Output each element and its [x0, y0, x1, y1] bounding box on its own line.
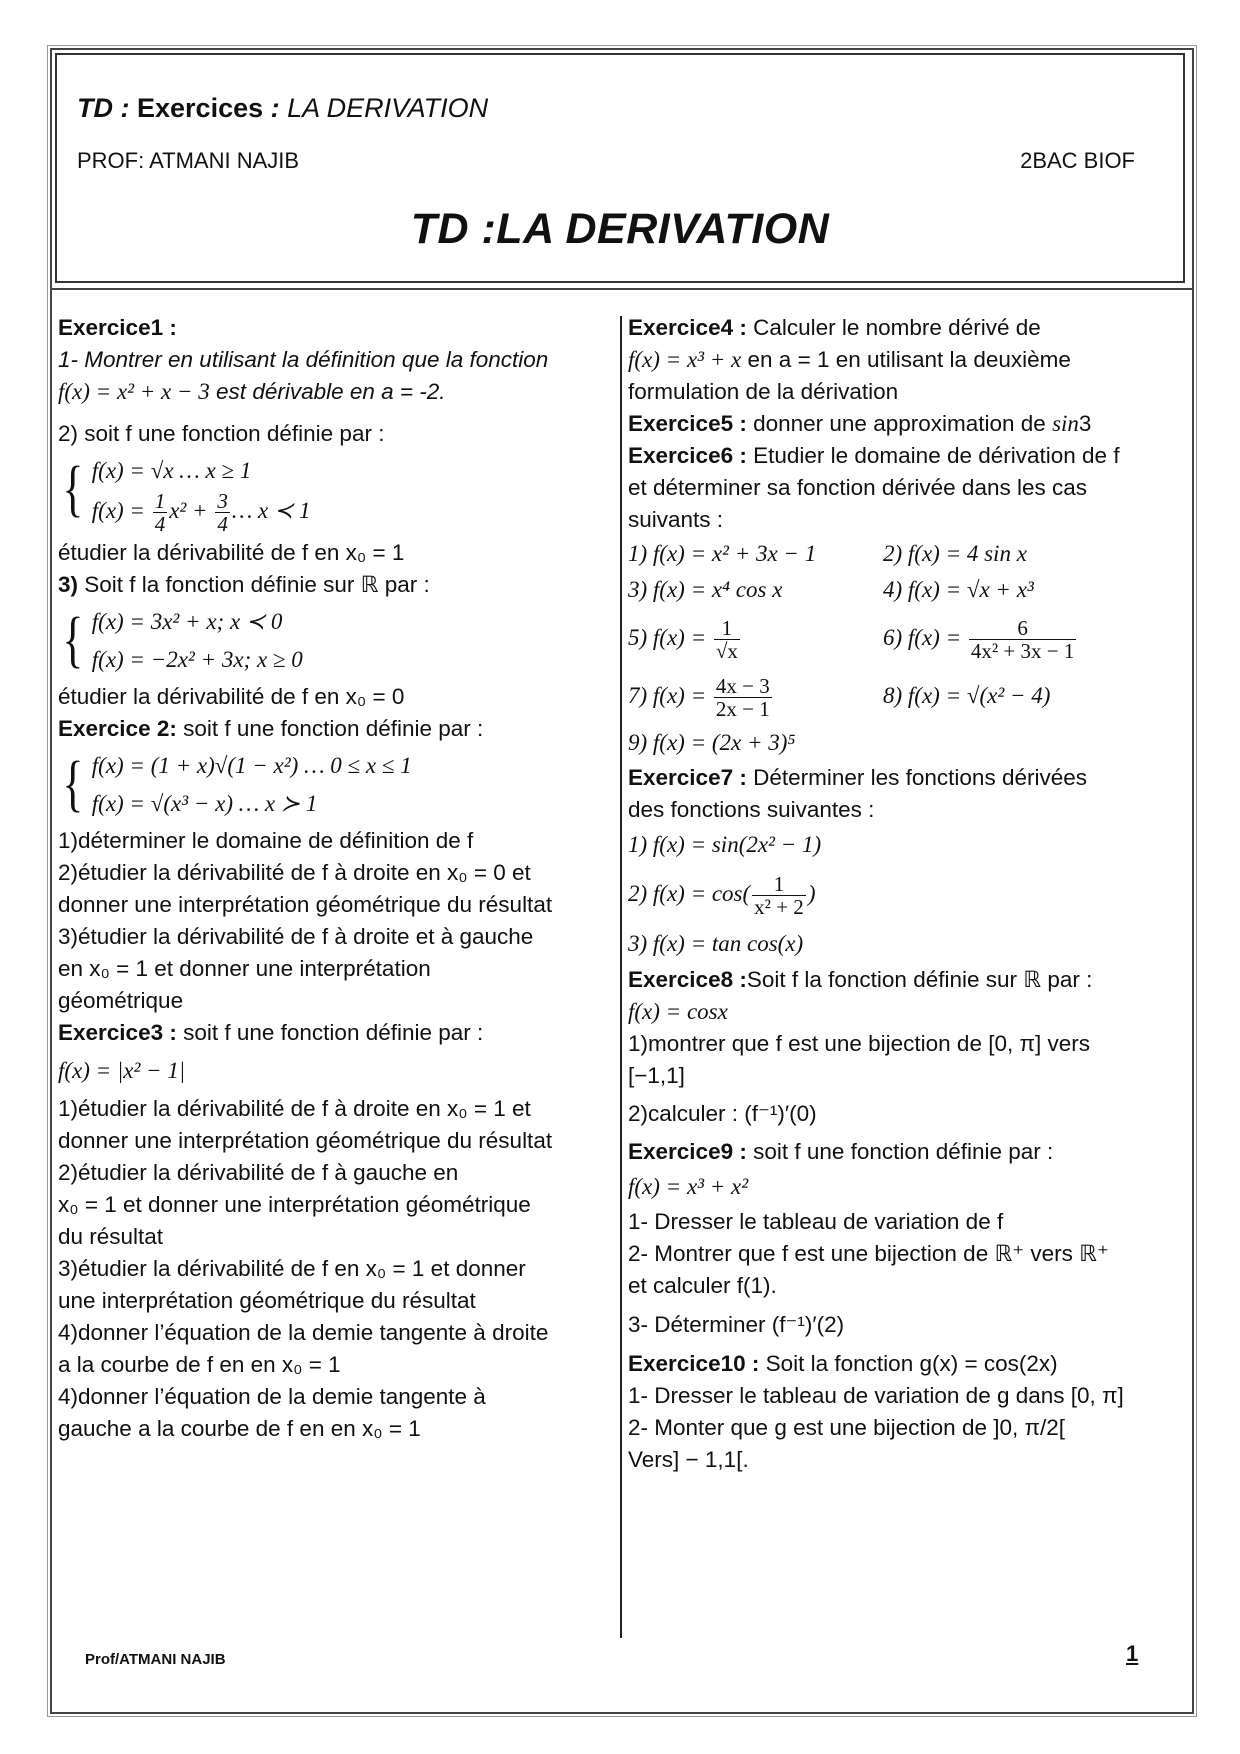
- formula: 2) f(x) = 4 sin x: [883, 541, 1027, 566]
- formula: f(x) = x³ + x: [628, 347, 742, 372]
- formula: sin: [1052, 411, 1079, 436]
- denominator: x² + 2: [754, 894, 804, 919]
- question-number: 3): [58, 572, 79, 597]
- formula: ): [807, 881, 816, 906]
- denominator: 2x − 1: [715, 696, 770, 721]
- question: suivants :: [628, 507, 724, 532]
- denominator: √x: [715, 638, 738, 663]
- fraction: [714, 617, 740, 662]
- formula: f(x) = −2x² + 3x; x ≥ 0: [91, 647, 303, 672]
- question: Etudier le domaine de dérivation de f: [746, 443, 1120, 468]
- exercise-title: Exercice6 :: [628, 443, 747, 468]
- question: 1- Dresser le tableau de variation de g dans [0, π]: [628, 1383, 1124, 1408]
- formula: 4) f(x) = √x + x³: [883, 577, 1034, 602]
- td-label: TD :: [77, 93, 130, 123]
- question: a la courbe de f en en x₀ = 1: [58, 1352, 341, 1377]
- question: 2)calculer : (f⁻¹)′(0): [628, 1101, 817, 1126]
- exercise-title: Exercice10 :: [628, 1351, 760, 1376]
- question: formulation de la dérivation: [628, 379, 899, 404]
- header-subtitle: [77, 93, 488, 124]
- question: des fonctions suivantes :: [628, 797, 875, 822]
- formula: f(x) = √x … x ≥ 1: [91, 458, 252, 483]
- left-column: [58, 312, 613, 1445]
- exercise-title: Exercice5 :: [628, 411, 747, 436]
- question: 1)étudier la dérivabilité de f à droite en x₀ = 1 et: [58, 1096, 531, 1121]
- fraction: [215, 490, 230, 535]
- question: Soit la fonction g(x) = cos(2x): [759, 1351, 1058, 1376]
- footer-author: Prof/ATMANI NAJIB: [85, 1651, 226, 1668]
- formula: f(x) = (1 + x)√(1 − x²) … 0 ≤ x ≤ 1: [91, 753, 412, 778]
- formula: f(x) = |x² − 1|: [58, 1058, 186, 1083]
- formula: 9) f(x) = (2x + 3)⁵: [628, 730, 796, 755]
- formula: 3) f(x) = tan cos(x): [628, 931, 804, 956]
- question: gauche a la courbe de f en en x₀ = 1: [58, 1416, 421, 1441]
- question: 2- Monter que g est une bijection de ]0, π/2[: [628, 1415, 1066, 1440]
- formula: f(x) = x² + x − 3: [58, 379, 210, 404]
- question: Soit f la fonction définie sur ℝ par :: [746, 967, 1093, 992]
- formula: 8) f(x) = √(x² − 4): [883, 683, 1051, 708]
- fraction: [752, 873, 806, 918]
- question: et déterminer sa fonction dérivée dans les cas: [628, 475, 1087, 500]
- formula: 6) f(x) =: [883, 625, 967, 650]
- formula: f(x) = cosx: [628, 999, 728, 1024]
- question: 1)montrer que f est une bijection de [0, π] vers: [628, 1031, 1091, 1056]
- exercise-title: Exercice1 :: [58, 315, 177, 340]
- prof-name: PROF: ATMANI NAJIB: [77, 148, 300, 173]
- question: 2)étudier la dérivabilité de f à droite en x₀ = 0 et: [58, 860, 531, 885]
- numerator: 1: [752, 873, 806, 896]
- exercise-title: Exercice3 :: [58, 1020, 177, 1045]
- value: 3: [1078, 411, 1092, 436]
- piecewise-system: { f(x) = √x … x ≥ 1 f(x) = $\frac{1}{4}$ x² + $\frac{3}{4}$ … x ≺ 1: [58, 452, 613, 535]
- right-column: [628, 312, 1183, 1476]
- question: 3)étudier la dérivabilité de f en x₀ = 1 et donner: [58, 1256, 526, 1281]
- numerator: 4x − 3: [715, 673, 770, 698]
- formula: f(x) =: [91, 497, 151, 523]
- question: étudier la dérivabilité de f en x₀ = 0: [58, 684, 405, 709]
- exercise-title: Exercice8 :: [628, 967, 747, 992]
- formula: f(x) = 3x² + x; x ≺ 0: [91, 609, 283, 634]
- question: x₀ = 1 et donner une interprétation géométrique: [58, 1192, 531, 1217]
- question: soit f une fonction définie par :: [746, 1139, 1054, 1164]
- question: Vers] − 1,1[.: [628, 1447, 749, 1472]
- subject: LA DERIVATION: [287, 93, 489, 123]
- fraction: [714, 675, 772, 720]
- exercise-title: Exercice7 :: [628, 765, 747, 790]
- question: donner une interprétation géométrique du résultat: [58, 892, 553, 917]
- question: 2)étudier la dérivabilité de f à gauche en: [58, 1160, 459, 1185]
- exercices-label: Exercices: [137, 93, 264, 123]
- formula: … x ≺ 1: [231, 497, 311, 523]
- question: soit f une fonction définie par :: [176, 716, 484, 741]
- colon: :: [263, 93, 288, 123]
- formula: 1) f(x) = x² + 3x − 1: [628, 541, 817, 566]
- column-separator: [620, 316, 622, 1638]
- piecewise-system: { f(x) = 3x² + x; x ≺ 0 f(x) = −2x² + 3x; x ≥ 0: [58, 603, 613, 679]
- exercise-title: Exercice4 :: [628, 315, 747, 340]
- question: géométrique: [58, 988, 184, 1013]
- denominator: 4: [154, 512, 166, 536]
- formula: f(x) = √(x³ − x) … x ≻ 1: [91, 791, 318, 816]
- question: 2) soit f une fonction définie par :: [58, 421, 385, 446]
- numerator: 1: [714, 617, 740, 640]
- question: est dérivable en a = -2.: [209, 379, 446, 404]
- piecewise-system: { f(x) = (1 + x)√(1 − x²) … 0 ≤ x ≤ 1 f(x) = √(x³ − x) … x ≻ 1: [58, 747, 613, 823]
- question: 4)donner l’équation de la demie tangente à: [58, 1384, 486, 1409]
- numerator: 1: [154, 489, 166, 513]
- question: une interprétation géométrique du résultat: [58, 1288, 476, 1313]
- page-title: TD :LA DERIVATION: [410, 205, 830, 253]
- fraction: [969, 617, 1076, 662]
- formula: f(x) = x³ + x²: [628, 1174, 749, 1199]
- question: 4)donner l’équation de la demie tangente à droite: [58, 1320, 549, 1345]
- question: [−1,1]: [628, 1063, 685, 1088]
- question: et calculer f(1).: [628, 1273, 777, 1298]
- exercise-title: Exercice 2:: [58, 716, 177, 741]
- denominator: 4x² + 3x − 1: [970, 638, 1075, 663]
- question: du résultat: [58, 1224, 164, 1249]
- question: Soit f la fonction définie sur ℝ par :: [78, 572, 430, 597]
- question: Déterminer les fonctions dérivées: [746, 765, 1087, 790]
- question: en a = 1 en utilisant la deuxième: [741, 347, 1071, 372]
- denominator: 4: [217, 512, 228, 536]
- question: 3- Déterminer (f⁻¹)′(2): [628, 1312, 845, 1337]
- formula: 3) f(x) = x⁴ cos x: [628, 577, 783, 602]
- question: 1)déterminer le domaine de définition de f: [58, 828, 474, 853]
- formula: x² +: [169, 497, 214, 523]
- question: 1- Dresser le tableau de variation de f: [628, 1209, 1004, 1234]
- formula: 5) f(x) =: [628, 625, 712, 650]
- question: 1- Montrer en utilisant la définition que la fonction: [58, 347, 549, 372]
- class-level: 2BAC BIOF: [1020, 148, 1135, 173]
- question: étudier la dérivabilité de f en x₀ = 1: [58, 540, 405, 565]
- exercise-title: Exercice9 :: [628, 1139, 747, 1164]
- header-box: [55, 53, 1185, 283]
- numerator: 3: [217, 489, 228, 513]
- page-number: 1: [1126, 1641, 1139, 1666]
- question: en x₀ = 1 et donner une interprétation: [58, 956, 431, 981]
- question: donner une approximation de: [746, 411, 1053, 436]
- formula: 2) f(x) = cos(: [628, 881, 751, 906]
- formula: 7) f(x) =: [628, 683, 712, 708]
- formula: 1) f(x) = sin(2x² − 1): [628, 832, 822, 857]
- question: donner une interprétation géométrique du résultat: [58, 1128, 553, 1153]
- question: soit f une fonction définie par :: [176, 1020, 484, 1045]
- question: 2- Montrer que f est une bijection de ℝ⁺ vers ℝ⁺: [628, 1241, 1109, 1266]
- fraction: [153, 490, 168, 535]
- numerator: 6: [969, 617, 1076, 640]
- question: Calculer le nombre dérivé de: [746, 315, 1041, 340]
- divider: [50, 288, 1192, 290]
- question: 3)étudier la dérivabilité de f à droite et à gauche: [58, 924, 534, 949]
